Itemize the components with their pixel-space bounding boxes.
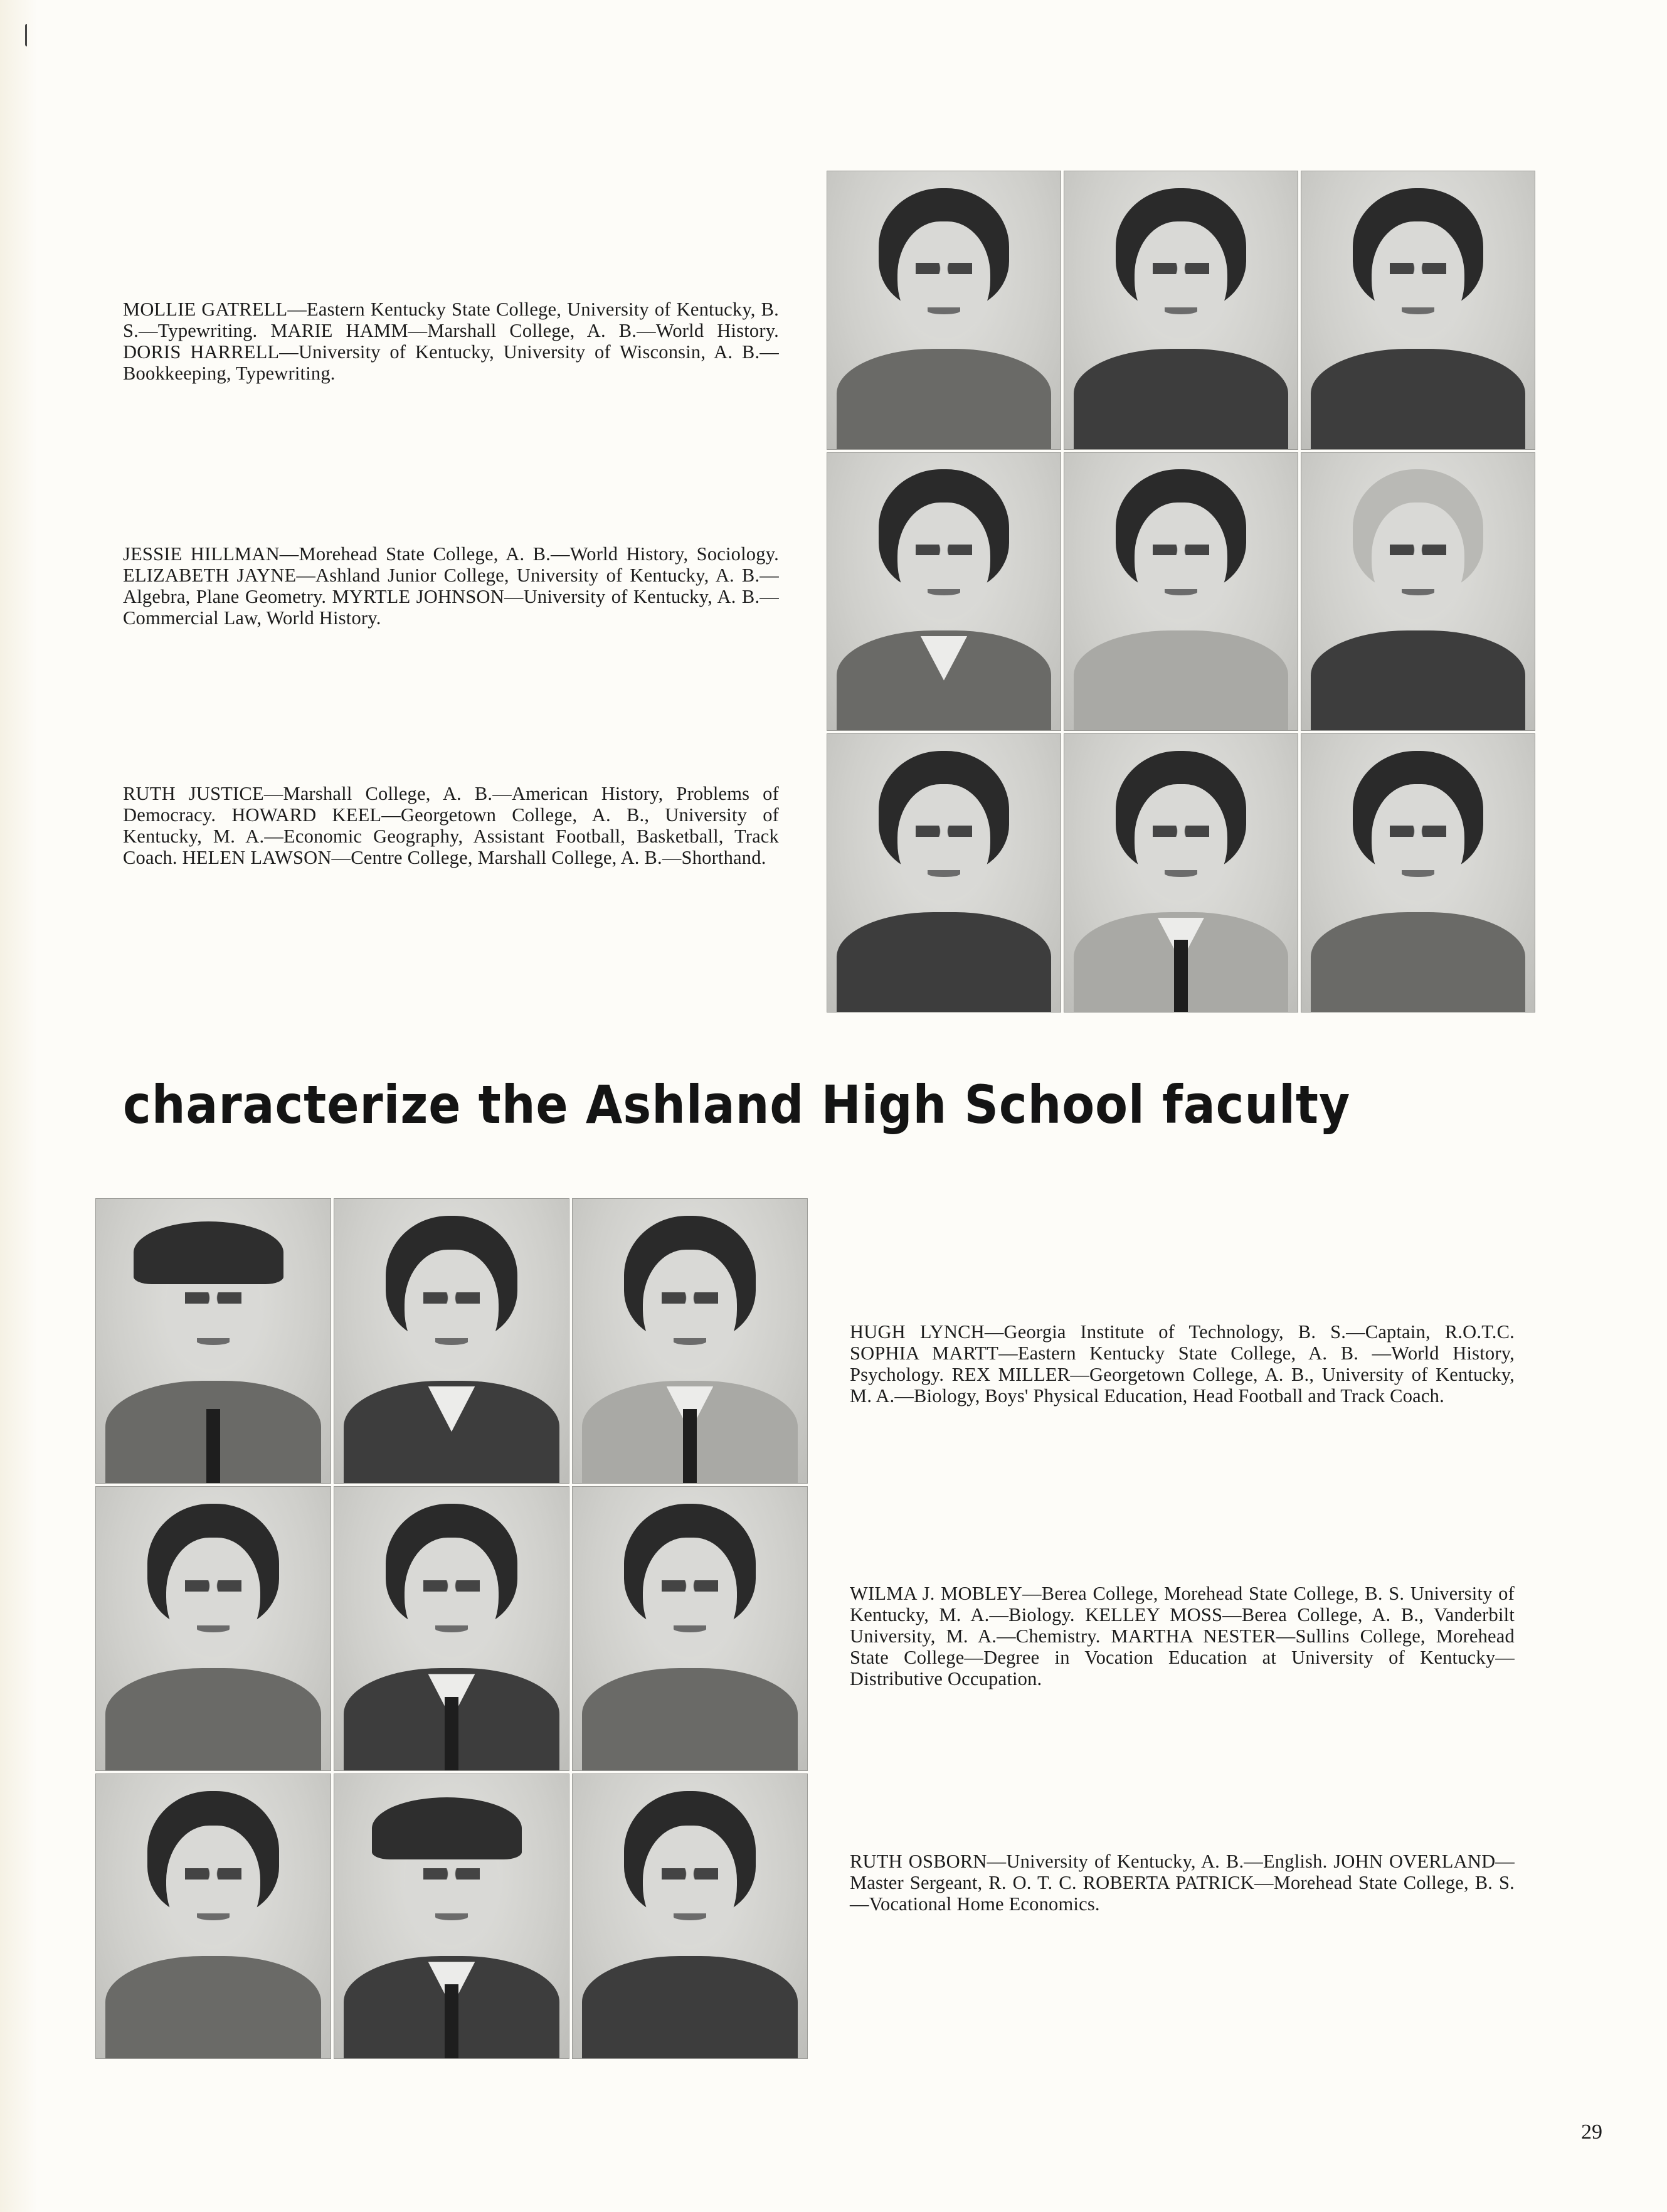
bio-text: JESSIE HILLMAN—Morehead State College, A. B.—World History, Sociology. ELIZABETH JAYNE—Ashland Junior College, University of Kentucky, A. B.—Algebra, Plane Geometry. MYRTLE JOHNSON—University of Kentucky, A. B.—Commercial Law, World History. xyxy=(123,543,779,629)
portrait-photo xyxy=(95,1486,331,1772)
faculty-photo-grid-top xyxy=(827,171,1535,1013)
faculty-photo-grid-bottom xyxy=(95,1198,808,2059)
portrait-photo xyxy=(1301,171,1535,450)
bio-block-justice-keel-lawson xyxy=(123,783,779,868)
bio-block-hillman-jayne-johnson xyxy=(123,543,779,629)
bio-text: WILMA J. MOBLEY—Berea College, Morehead State College, B. S. University of Kentucky, M. A.—Biology. KELLEY MOSS—Berea College, A. B., Vanderbilt University, M. A.—Chemistry. MARTHA NESTER—Sullins College, Morehead State College—Degree in Vocation Education at University of Kentucky—Distributive Occupation. xyxy=(850,1583,1515,1689)
portrait-photo xyxy=(827,733,1061,1013)
portrait-photo xyxy=(827,171,1061,450)
page-headline: characterize the Ashland High School faculty xyxy=(123,1074,1351,1135)
page-edge-shadow xyxy=(0,0,38,2212)
bio-text: RUTH OSBORN—University of Kentucky, A. B.—English. JOHN OVERLAND—Master Sergeant, R. O. T. C. ROBERTA PATRICK—Morehead State College, B. S.—Vocational Home Economics. xyxy=(850,1851,1515,1915)
bio-block-gatrell-hamm-harrell xyxy=(123,299,779,384)
portrait-photo xyxy=(334,1198,569,1484)
portrait-photo xyxy=(95,1773,331,2059)
portrait-photo xyxy=(1064,452,1298,731)
bio-block-osborn-overland-patrick xyxy=(850,1851,1515,1915)
portrait-photo xyxy=(572,1773,808,2059)
bio-text: RUTH JUSTICE—Marshall College, A. B.—American History, Problems of Democracy. HOWARD KEEL—Georgetown College, A. B., University of Kentucky, M. A.—Economic Geography, Assistant Football, Basketball, Track Coach. HELEN LAWSON—Centre College, Marshall College, A. B.—Shorthand. xyxy=(123,783,779,868)
bio-text: MOLLIE GATRELL—Eastern Kentucky State College, University of Kentucky, B. S.—Typewriting. MARIE HAMM—Marshall College, A. B.—World History. DORIS HARRELL—University of Kentucky, University of Wisconsin, A. B.—Bookkeeping, Typewriting. xyxy=(123,299,779,384)
portrait-photo xyxy=(1301,733,1535,1013)
bio-block-lynch-martt-miller xyxy=(850,1321,1515,1406)
portrait-photo xyxy=(1301,452,1535,731)
pencil-mark xyxy=(25,24,29,46)
portrait-photo xyxy=(1064,171,1298,450)
bio-block-mobley-moss-nester xyxy=(850,1583,1515,1689)
portrait-photo xyxy=(572,1198,808,1484)
portrait-photo xyxy=(334,1773,569,2059)
portrait-photo xyxy=(1064,733,1298,1013)
portrait-photo xyxy=(827,452,1061,731)
portrait-photo xyxy=(572,1486,808,1772)
bio-text: HUGH LYNCH—Georgia Institute of Technology, B. S.—Captain, R.O.T.C. SOPHIA MARTT—Eastern Kentucky State College, A. B. —World History, Psychology. REX MILLER—Georgetown College, A. B., University of Kentucky, M. A.—Biology, Boys' Physical Education, Head Football and Track Coach. xyxy=(850,1321,1515,1406)
portrait-photo xyxy=(334,1486,569,1772)
portrait-photo xyxy=(95,1198,331,1484)
page-number: 29 xyxy=(1581,2120,1602,2144)
